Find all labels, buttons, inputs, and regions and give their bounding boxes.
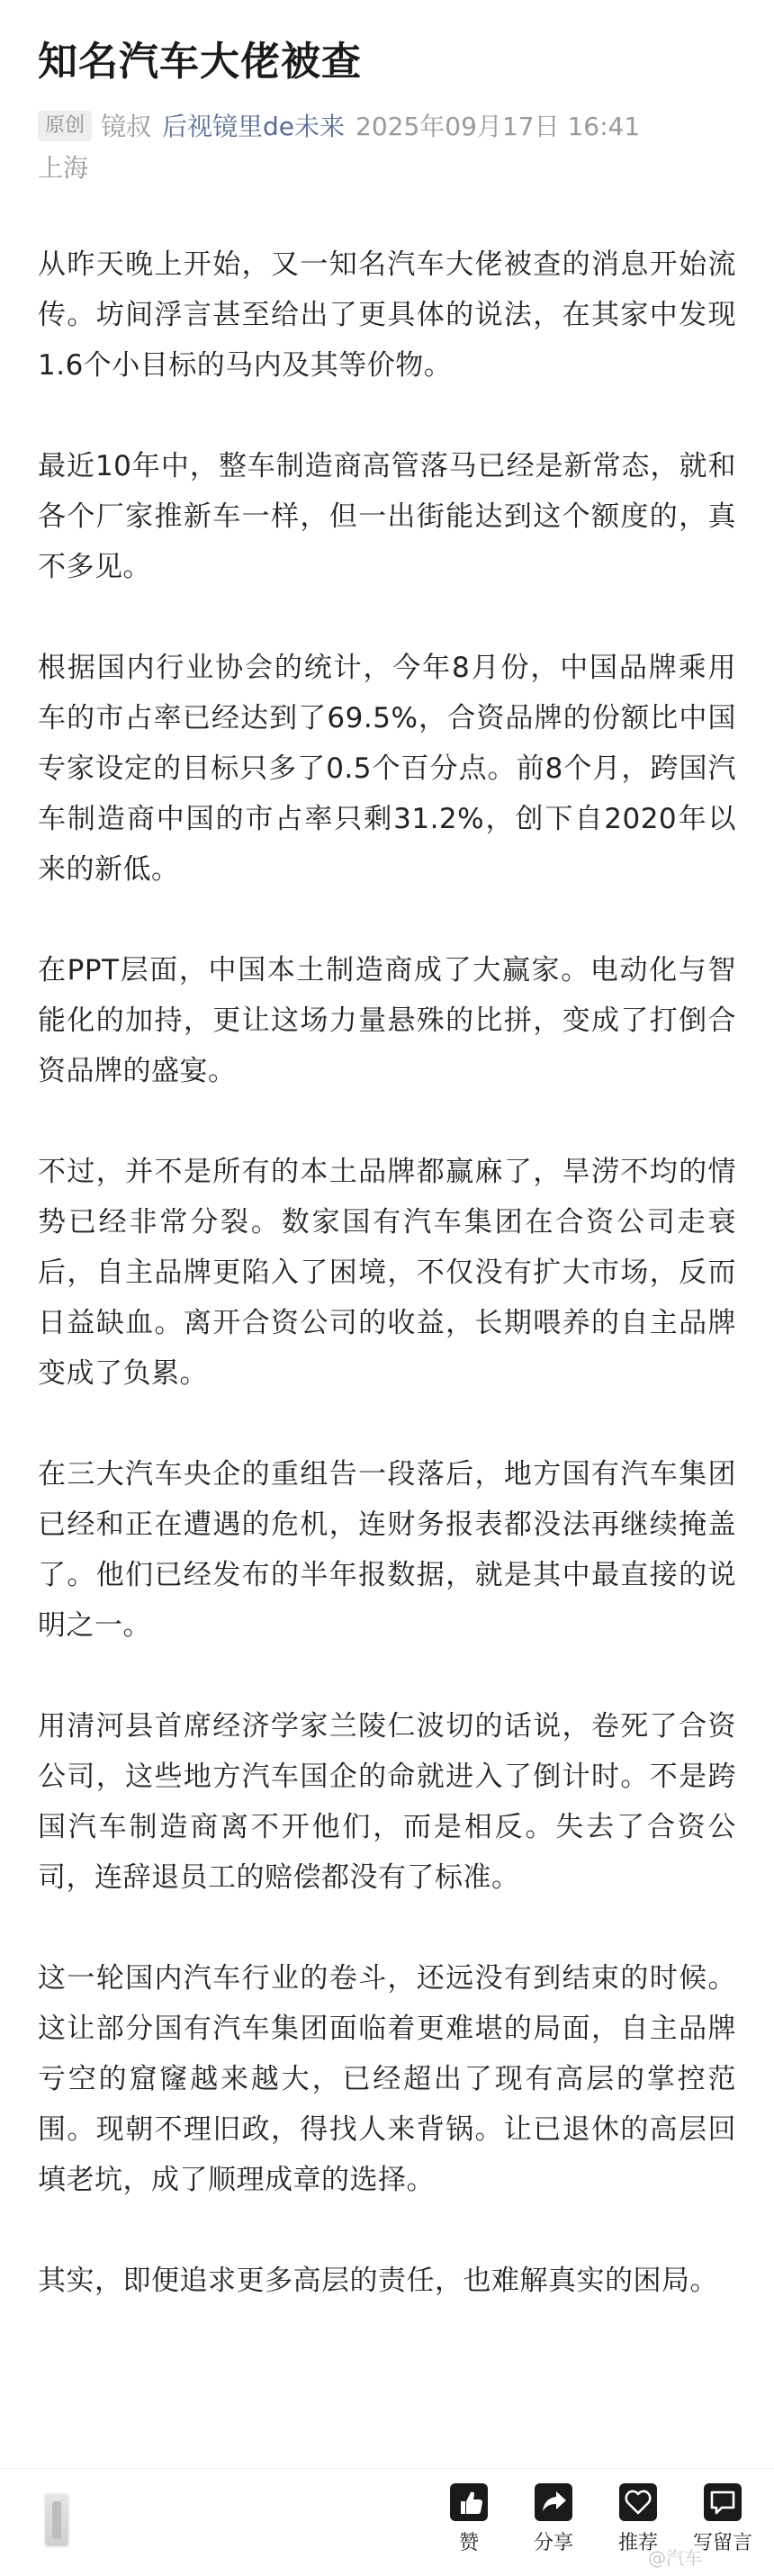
comment-bubble-icon — [702, 2481, 743, 2523]
scroll-indicator[interactable] — [43, 2492, 70, 2548]
paragraph: 最近10年中，整车制造商高管落马已经是新常态，就和各个厂家推新车一样，但一出街能达到这个额度的，真不多见。 — [38, 450, 736, 583]
paragraph: 在PPT层面，中国本土制造商成了大赢家。电动化与智能化的加持，更让这场力量悬殊的比拼，变成了打倒合资品牌的盛宴。 — [38, 954, 736, 1087]
paragraph: 根据国内行业协会的统计，今年8月份，中国品牌乘用车的市占率已经达到了69.5%，合资品牌的份额比中国专家设定的目标只多了0.5个百分点。前8个月，跨国汽车制造商中国的市占率只剩31.2%，创下自2020年以来的新低。 — [38, 652, 736, 886]
heart-icon — [617, 2481, 659, 2523]
paragraph: 用清河县首席经济学家兰陵仁波切的话说，卷死了合资公司，这些地方汽车国企的命就进入了倒计时。不是跨国汽车制造商离不开他们，而是相反。失去了合资公司，连辞退员工的赔偿都没有了标准。 — [38, 1710, 736, 1894]
publish-date: 2025年09月17日 16:41 — [356, 112, 641, 141]
action-group — [428, 2481, 761, 2568]
paragraph: 这一轮国内汽车行业的卷斗，还远没有到结束的时候。这让部分国有汽车集团面临着更难堪的局面，自主品牌亏空的窟窿越来越大，已经超出了现有高层的掌控范围。现朝不理旧政，得找人来背锅。让已退休的高层回填老坑，成了顺理成章的选择。 — [38, 1962, 736, 2196]
thumbs-up-icon — [448, 2481, 490, 2523]
share-label: 分享 — [533, 2532, 573, 2554]
paragraph: 不过，并不是所有的本土品牌都赢麻了，旱涝不均的情势已经非常分裂。数家国有汽车集团在合资公司走衰后，自主品牌更陷入了困境，不仅没有扩大市场，反而日益缺血。离开合资公司的收益，长期喂养的自主品牌变成了负累。 — [38, 1156, 736, 1390]
account-link[interactable]: 后视镜里de未来 — [162, 112, 346, 141]
paragraph: 从昨天晚上开始，又一知名汽车大佬被查的消息开始流传。坊间浮言甚至给出了更具体的说法，在其家中发现1.6个小目标的马内及其等价物。 — [38, 248, 736, 382]
like-label: 赞 — [458, 2532, 479, 2554]
publish-location: 上海 — [38, 153, 89, 183]
article-body — [38, 239, 736, 2306]
like-button[interactable] — [428, 2481, 509, 2568]
favorite-label: 推荐 — [617, 2532, 658, 2554]
share-arrow-icon — [533, 2481, 574, 2523]
author-name[interactable]: 镜叔 — [101, 112, 152, 141]
article-meta — [38, 106, 736, 189]
comment-label: 写留言 — [692, 2532, 752, 2554]
paragraph: 其实，即便追求更多高层的责任，也难解真实的困局。 — [38, 2265, 718, 2297]
paragraph: 在三大汽车央企的重组告一段落后，地方国有汽车集团已经和正在遭遇的危机，连财务报表都没法再继续掩盖了。他们已经发布的半年报数据，就是其中最直接的说明之一。 — [38, 1458, 736, 1642]
share-button[interactable] — [513, 2481, 594, 2568]
original-tag: 原创 — [38, 111, 92, 141]
article-title: 知名汽车大佬被查 — [38, 39, 362, 85]
watermark: @汽车 — [648, 2547, 702, 2569]
